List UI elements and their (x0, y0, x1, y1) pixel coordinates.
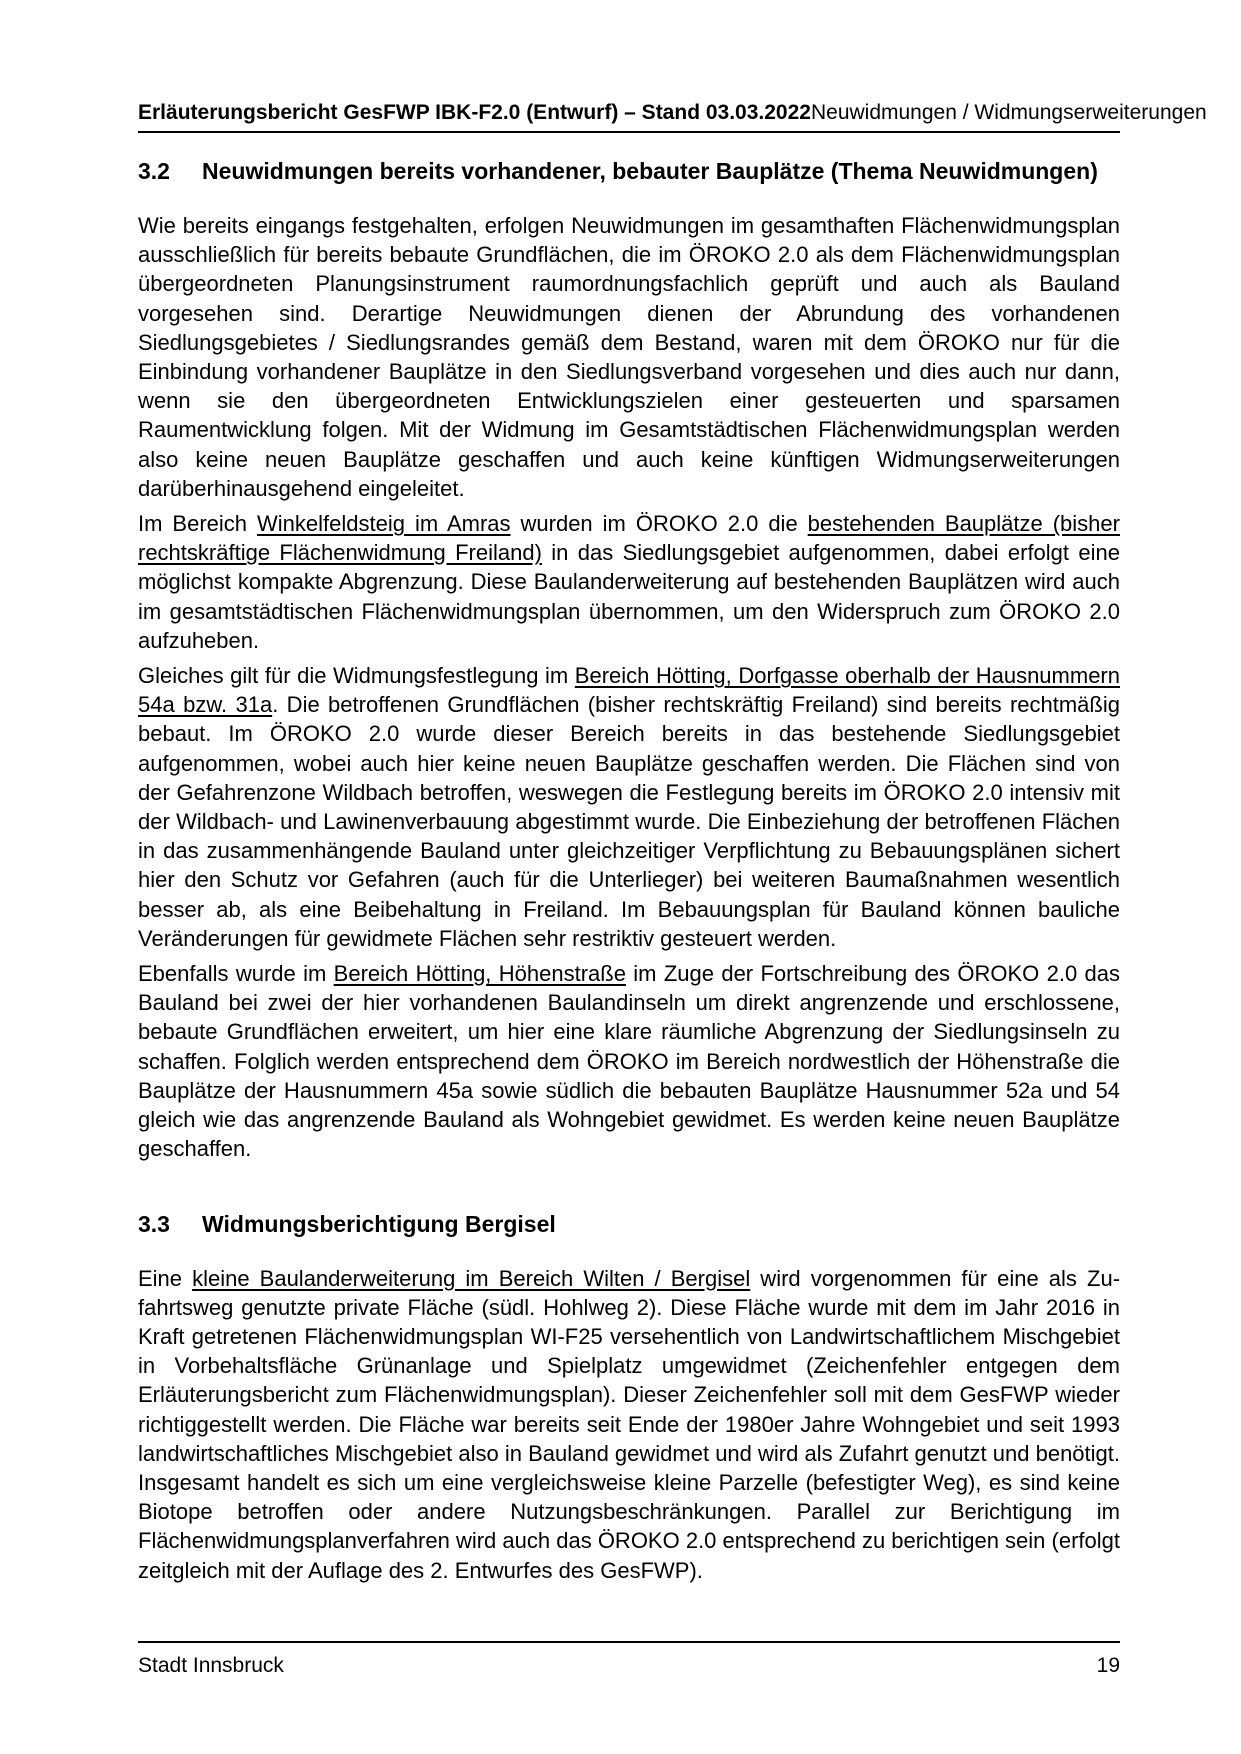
section-title: Neuwidmungen bereits vorhandener, bebauter Bauplätze (Thema Neuwidmungen) (202, 158, 1098, 184)
page-header (138, 100, 1207, 133)
text-run: Wie bereits eingangs festgehalten, erfolgen Neuwidmungen im gesamthaften Flächenwidmungsplan ausschließlich für bereits bebaute Grundflächen, die im ÖROKO 2.0 als dem Flächenwidmungsplan übergeordneten Planungsinstrument raumordnungsfachlich geprüft und auch als Bauland vorgesehen sind. Derartige Neuwidmungen dienen der Abrundung des vorhandenen Siedlungsgebietes / Siedlungsrandes gemäß dem Bestand, waren mit dem ÖROKO nur für die Einbindung vorhandener Bauplätze in den Siedlungsverband vorgesehen und dies auch nur dann, wenn sie den übergeordneten Entwicklungszielen einer gesteuerten und sparsamen Raumentwicklung folgen. Mit der Widmung im Gesamtstädtischen Flächenwidmungsplan werden also keine neuen Bauplätze geschaffen und auch keine künftigen Widmungserweiterungen darüberhinausgehend eingeleitet. (138, 213, 1120, 501)
section-3-2 (138, 157, 1120, 1164)
text-run: . Die betroffenen Grundflächen (bisher rechtskräftig Freiland) sind bereits rechtmäßig bebaut. Im ÖROKO 2.0 wurde dieser Bereich bereits in das bestehende Siedlungsgebiet aufgenommen, wobei auch hier keine neuen Bauplätze geschaffen werden. Die Flächen sind von der Gefahrenzone Wildbach betroffen, weswegen die Festlegung bereits im ÖROKO 2.0 intensiv mit der Wildbach- und Lawinenverbauung abgestimmt wurde. Die Einbeziehung der betroffenen Flächen in das zusammenhängende Bauland unter gleichzeitiger Verpflichtung zu Bebauungsplänen sichert hier den Schutz vor Gefahren (auch für die Unterlieger) bei weiteren Baumaßnahmen wesentlich besser ab, als eine Beibehaltung in Freiland. Im Bebauungsplan für Bauland können bauliche Veränderungen für gewidmete Flächen sehr restriktiv gesteuert werden. (138, 692, 1120, 951)
text-run: wird vorgenommen für eine als Zufahrtsweg genutzte private Fläche (südl. Hohlweg 2). Diese Fläche wurde mit dem im Jahr 2016 in Kraft getretenen Flächenwidmungsplan WI-F25 versehentlich von Landwirtschaftlichem Mischgebiet in Vorbehaltsfläche Grünanlage und Spielplatz umgewidmet (Zeichenfehler entgegen dem Erläuterungsbericht zum Flächenwidmungsplan). Dieser Zeichenfehler soll mit dem GesFWP wieder richtiggestellt werden. Die Fläche war bereits seit Ende der 1980er Jahre Wohngebiet und seit 1993 landwirtschaftliches Mischgebiet also in Bauland gewidmet und wird als Zufahrt genutzt und benötigt. Insgesamt handelt es sich um eine vergleichsweise kleine Parzelle (befestigter Weg), es sind keine Biotope betroffen oder andere Nutzungsbeschränkungen. Parallel zur Berichtigung im Flächenwidmungsplanverfahren wird auch das ÖROKO 2.0 entsprechend zu berichtigen sein (erfolgt zeitgleich mit der Auflage des 2. Entwurfes des GesFWP). (138, 1265, 1121, 1583)
section-heading (138, 1210, 1120, 1238)
page-content (138, 100, 1207, 1585)
text-run: Gleiches gilt für die Widmungsfestlegung im (138, 663, 575, 689)
footer-page-number: 19 (1096, 1654, 1120, 1677)
underlined-text: Winkelfeldsteig im Amras (257, 511, 511, 537)
section-body (138, 1264, 1120, 1585)
text-run: wurden im ÖROKO 2.0 die (510, 511, 808, 537)
text-run: im Zuge der Fortschreibung des ÖROKO 2.0 das Bauland bei zwei der hier vorhandenen Baulandinseln um direkt angrenzende und erschlossene, bebaute Grundflächen erweitert, um hier eine klare räumliche Abgrenzung der Siedlungsinseln zu schaffen. Folglich werden entsprechend dem ÖROKO im Bereich nordwestlich der Höhenstraße die Bauplätze der Hausnummern 45a sowie südlich die bebauten Bauplätze Hausnummer 52a und 54 gleich wie das angrenzende Bauland als Wohngebiet gewidmet. Es werden keine neuen Bauplätze geschaffen. (138, 961, 1120, 1162)
underlined-text: kleine Baulanderweiterung im Bereich Wilten / Bergisel (192, 1265, 751, 1291)
header-chapter-title: Neuwidmungen / Widmungserweiterungen (810, 101, 1207, 124)
text-run: Im Bereich (138, 511, 258, 537)
paragraph (138, 1264, 1120, 1585)
paragraph (138, 959, 1120, 1163)
section-heading (138, 157, 1120, 185)
text-run: in das Siedlungsgebiet aufgenommen, dabei erfolgt eine möglichst kompakte Abgrenzung. Diese Baulanderweiterung auf bestehenden Bauplätzen wird auch im gesamtstädtischen Flächenwidmungsplan übernommen, um den Widerspruch zum ÖROKO 2.0 aufzuheben. (138, 540, 1120, 653)
section-number: 3.3 (138, 1210, 170, 1237)
text-run: Ebenfalls wurde im (138, 961, 334, 987)
section-body (138, 211, 1120, 1164)
paragraph (138, 509, 1120, 655)
footer-organization: Stadt Innsbruck (138, 1654, 284, 1677)
section-title: Widmungsberichtigung Bergisel (202, 1210, 556, 1237)
underlined-text: Bereich Hötting, Dorfgasse oberhalb der Hausnummern 54a bzw. 31a (138, 663, 1120, 718)
page-footer (138, 1641, 1120, 1678)
underlined-text: bestehenden Bauplätze (bisher rechtskräftige Flächenwidmung Freiland) (138, 511, 1120, 566)
header-document-title: Erläuterungsbericht GesFWP IBK-F2.0 (Entwurf) – Stand 03.03.2022 (138, 101, 811, 124)
section-3-3 (138, 1210, 1120, 1585)
underlined-text: Bereich Hötting, Höhenstraße (333, 961, 626, 987)
paragraph (138, 661, 1120, 953)
paragraph (138, 211, 1120, 503)
section-number: 3.2 (138, 158, 170, 184)
text-run: Eine (138, 1265, 193, 1291)
